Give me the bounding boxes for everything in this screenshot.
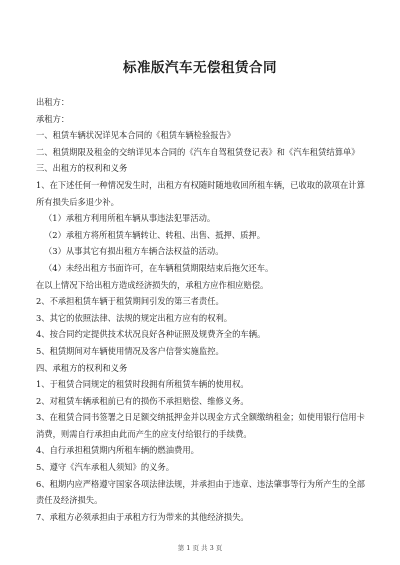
- document-title: 标准版汽车无偿租赁合同: [123, 60, 277, 76]
- clause-lessee-1: 1、于租赁合同规定的租赁时段拥有所租赁车辆的使用权。: [36, 379, 249, 390]
- subclause-4: （4）未经出租方书面许可，在车辆租赁期限结束后拖欠还车。: [44, 262, 274, 273]
- clause-lessor-4: 4、按合同约定提供技术状况良好各种证照及规费齐全的车辆。: [36, 329, 266, 340]
- clause-lessor-3: 3、其它的依照法律、法规的规定出租方应有的权利。: [36, 312, 233, 323]
- lessee-line: 承租方：: [36, 113, 70, 124]
- clause-lessee-3: 3、在租赁合同书签署之日足额交纳抵押金并以现金方式全额缴纳租金；如使用银行信用卡消费，则需自行承担由此而产生的应支付给银行的手续费。: [36, 412, 365, 439]
- section-heading-lessor-rights: 三、出租方的权利和义务: [36, 163, 128, 174]
- section-rental-period: 二、租赁期限及租金的交纳详见本合同的《汽车自驾租赁登记表》和《汽车租赁结算单》: [36, 146, 360, 157]
- clause-lessor-2: 2、不承担租赁车辆于租赁期间引发的第三者责任。: [36, 296, 224, 307]
- subclause-1: （1）承租方利用所租车辆从事违法犯罪活动。: [44, 213, 216, 224]
- clause-lessee-7: 7、承租方必须承担由于承租方行为带来的其他经济损失。: [36, 511, 249, 522]
- clause-lessor-1: 1、在下述任何一种情况发生时，出租方有权随时随地收回所租车辆，已收取的款项在计算所有损失后多退少补。: [36, 179, 365, 207]
- subclause-3: （3）从事其它有损出租方车辆合法权益的活动。: [44, 246, 224, 257]
- page-number-footer: 第 1 页 共 3 页: [177, 544, 223, 552]
- contract-body: [36, 94, 371, 525]
- section-vehicle-condition: 一、租赁车辆状况详见本合同的《租赁车辆检验报告》: [36, 130, 236, 141]
- section-heading-lessee-rights: 四、承租方的权利和义务: [36, 362, 128, 373]
- clause-lessee-2: 2、对租赁车辆承租前已有的损伤不承担赔偿、维修义务。: [36, 395, 249, 406]
- subclause-2: （2）承租方将所租赁车辆转让、转租、出售、抵押、质押。: [44, 229, 265, 240]
- clause-lessee-5: 5、遵守《汽车承租人须知》的义务。: [36, 462, 175, 473]
- compensation-note: 在以上情况下给出租方造成经济损失的，承租方应作相应赔偿。: [36, 279, 269, 290]
- clause-lessee-6: 6、租期内应严格遵守国家各项法律法规，并承担由于违章、违法肇事等行为所产生的全部责任及经济损失。: [36, 478, 365, 506]
- clause-lessor-5: 5、租赁期间对车辆使用情况及客户信誉实施监控。: [36, 345, 224, 356]
- clause-lessee-4: 4、自行承担租赁期内所租车辆的燃油费用。: [36, 445, 199, 456]
- lessor-line: 出租方：: [36, 97, 70, 107]
